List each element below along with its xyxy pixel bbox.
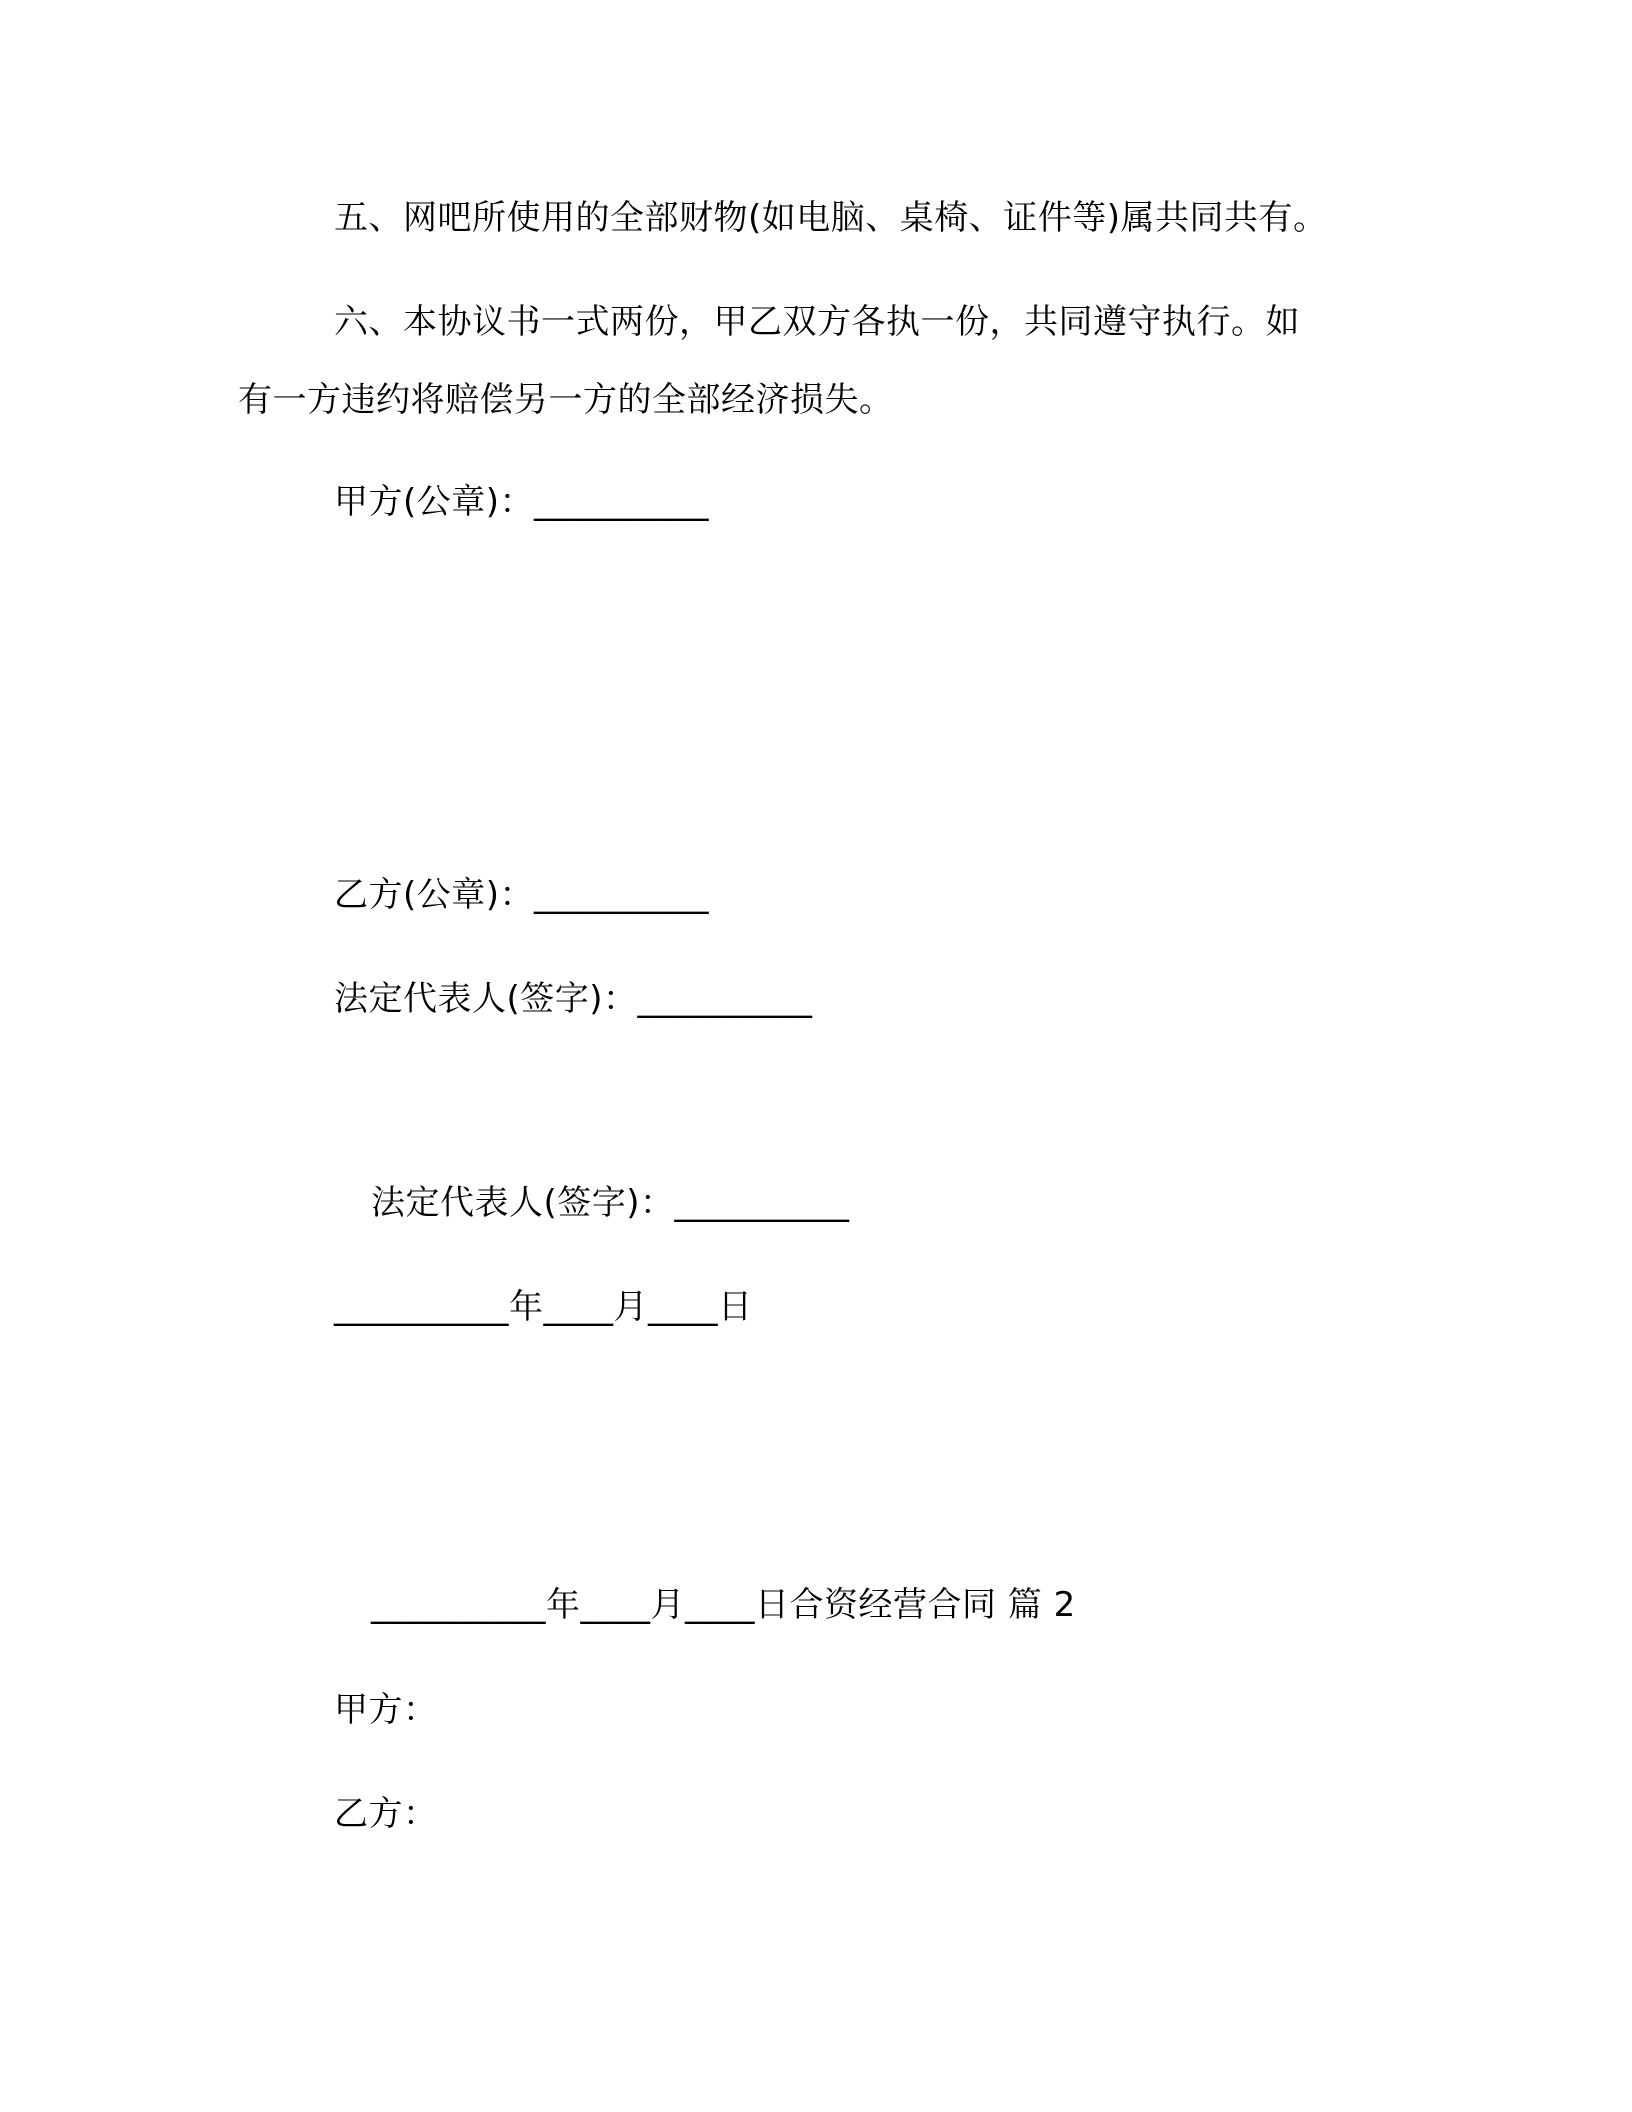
legal-representative-line-1: 法定代表人(签字)：__________ [334,979,813,1019]
legal-representative-line-2: 法定代表人(签字)：__________ [371,1183,850,1223]
date-line: __________年____月____日 [334,1287,753,1327]
party-b-seal-line: 乙方(公章)：__________ [334,875,710,915]
section-2-party-b: 乙方： [334,1794,438,1834]
paragraph-item-6-line-1: 六、本协议书一式两份，甲乙双方各执一份，共同遵守执行。如 [334,302,1300,342]
paragraph-item-6-line-2: 有一方违约将赔偿另一方的全部经济损失。 [238,380,894,420]
paragraph-item-5: 五、网吧所使用的全部财物(如电脑、桌椅、证件等)属共同共有。 [334,198,1328,238]
section-2-heading: __________年____月____日合资经营合同 篇 2 [371,1585,1076,1625]
party-a-seal-line: 甲方(公章)：__________ [334,482,710,522]
section-2-party-a: 甲方： [334,1690,438,1730]
